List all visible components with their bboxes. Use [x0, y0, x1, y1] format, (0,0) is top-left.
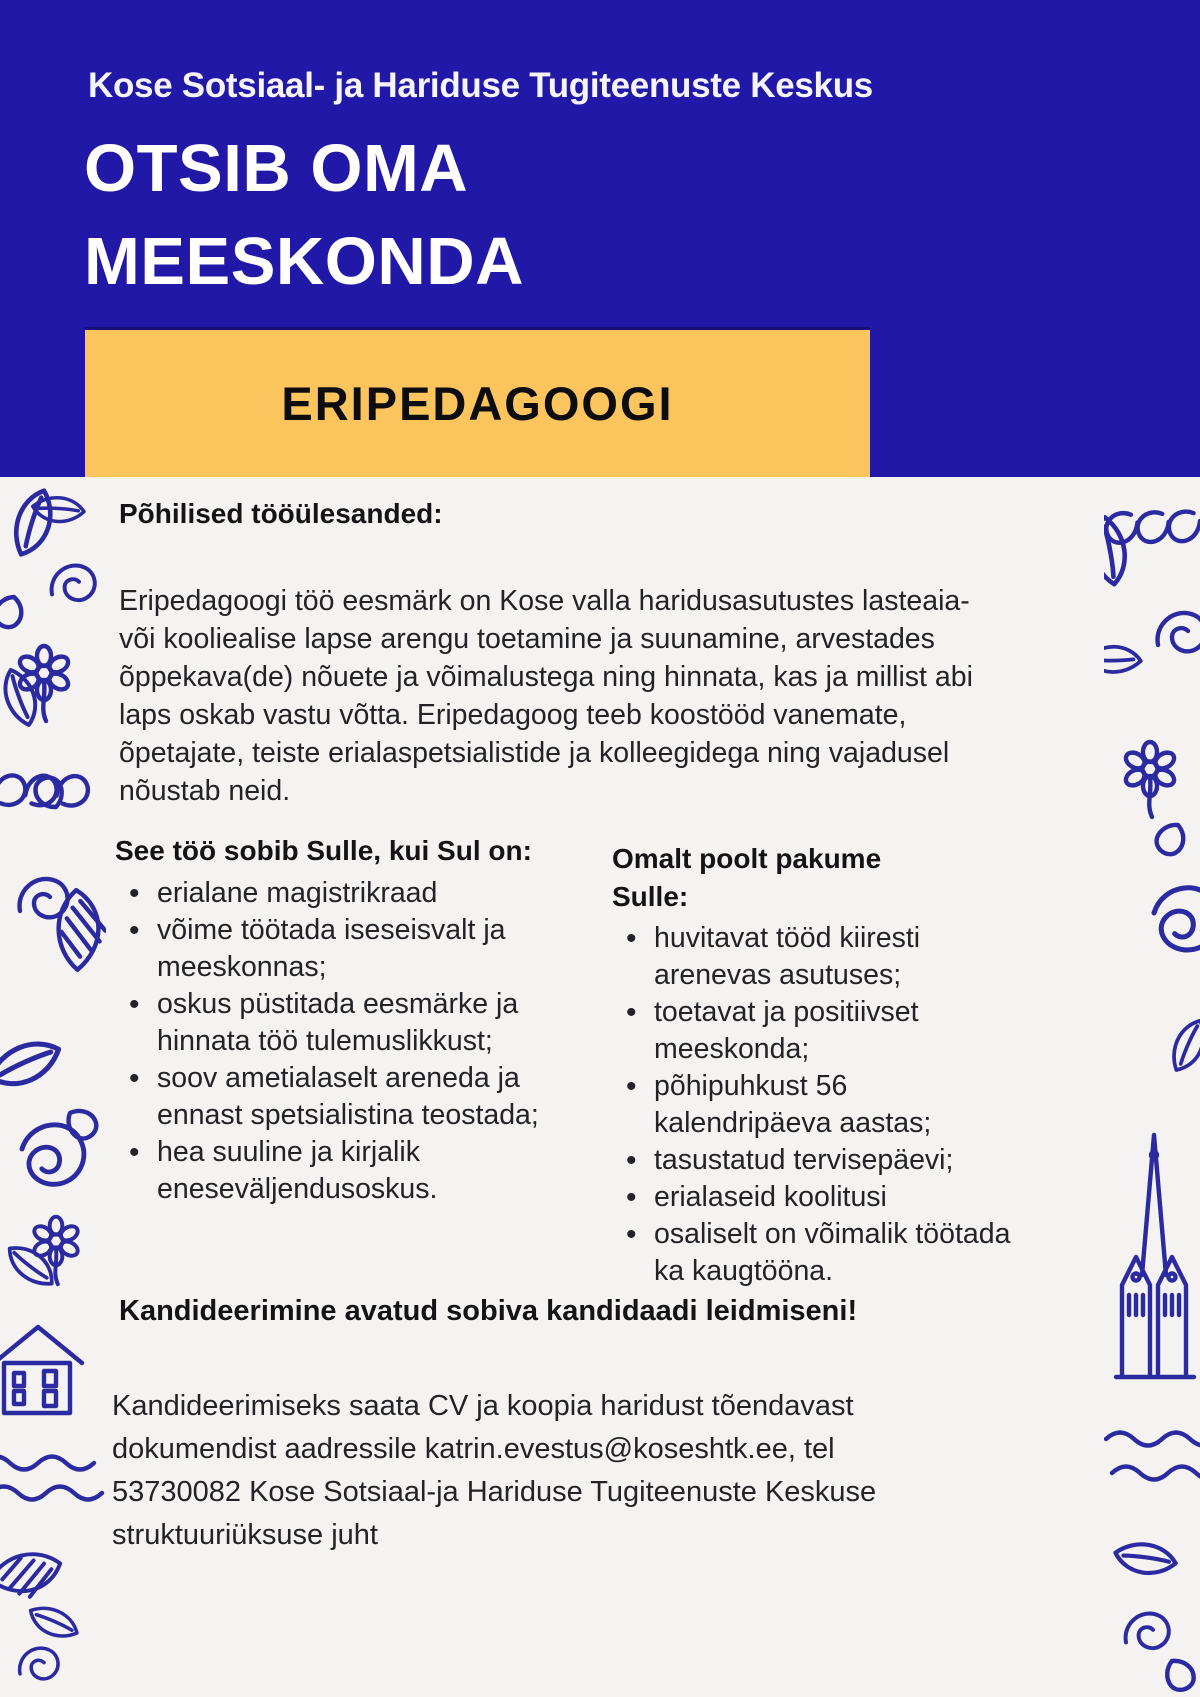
organization-name: Kose Sotsiaal- ja Hariduse Tugiteenuste Keskus [88, 66, 873, 105]
offer-heading: Omalt poolt pakume Sulle: [612, 843, 882, 912]
list-item: • tasustatud tervisepäevi; [612, 1142, 1020, 1179]
list-item: • soov ametialaselt areneda ja ennast spetsialistina teostada; [115, 1060, 607, 1134]
floral-doodle-right-icon [1104, 477, 1200, 1697]
offer-list [612, 920, 1020, 1290]
tasks-heading: Põhilised tööülesanded: [119, 498, 443, 529]
offer-column [612, 840, 1020, 1290]
title-line-2: MEESKONDA [84, 224, 525, 299]
decorative-border-left [0, 477, 106, 1697]
list-item: • oskus püstitada eesmärke ja hinnata töö tulemuslikkust; [115, 986, 607, 1060]
list-item: • põhipuhkust 56 kalendripäeva aastas; [612, 1068, 1020, 1142]
list-item: • toetavat ja positiivset meeskonda; [612, 994, 1020, 1068]
tasks-paragraph: Eripedagoogi töö eesmärk on Kose valla haridusasutustes lasteaia- või kooliealise lapse arengu toetamine ja suunamine, arvestades õppekava(de) nõuete ja võimalustega ning hinnata, kas ja millist abi laps oskab vastu võtta. Eripedagoog teeb koostööd vanemate, õpetajate, teiste erialaspetsialistide ja kolleegidega ning vajadusel nõustab neid. [119, 584, 973, 807]
page-title [84, 122, 524, 308]
position-title: ERIPEDAGOOGI [281, 377, 674, 430]
apply-heading: Kandideerimine avatud sobiva kandidaadi leidmiseni! [119, 1295, 858, 1327]
list-item: • huvitavat tööd kiiresti arenevas asutuses; [612, 920, 1020, 994]
requirements-heading: See töö sobib Sulle, kui Sul on: [115, 835, 532, 866]
list-item: • osaliselt on võimalik töötada ka kaugtööna. [612, 1216, 1020, 1290]
list-item: • võime töötada iseseisvalt ja meeskonnas; [115, 912, 607, 986]
list-item: • hea suuline ja kirjalik eneseväljendusoskus. [115, 1134, 607, 1208]
position-banner [85, 330, 870, 477]
apply-paragraph: Kandideerimiseks saata CV ja koopia haridust tõendavast dokumendist aadressile katrin.evestus@koseshtk.ee, tel 53730082 Kose Sotsiaal-ja Hariduse Tugiteenuste Keskuse struktuuriüksuse juht [112, 1390, 877, 1551]
decorative-border-right [1104, 477, 1200, 1697]
list-item: • erialaseid koolitusi [612, 1179, 1020, 1216]
requirements-column [115, 832, 607, 1208]
title-line-1: OTSIB OMA [84, 131, 469, 206]
list-item: • erialane magistrikraad [115, 875, 607, 912]
floral-doodle-left-icon [0, 477, 106, 1697]
requirements-list [115, 875, 607, 1208]
